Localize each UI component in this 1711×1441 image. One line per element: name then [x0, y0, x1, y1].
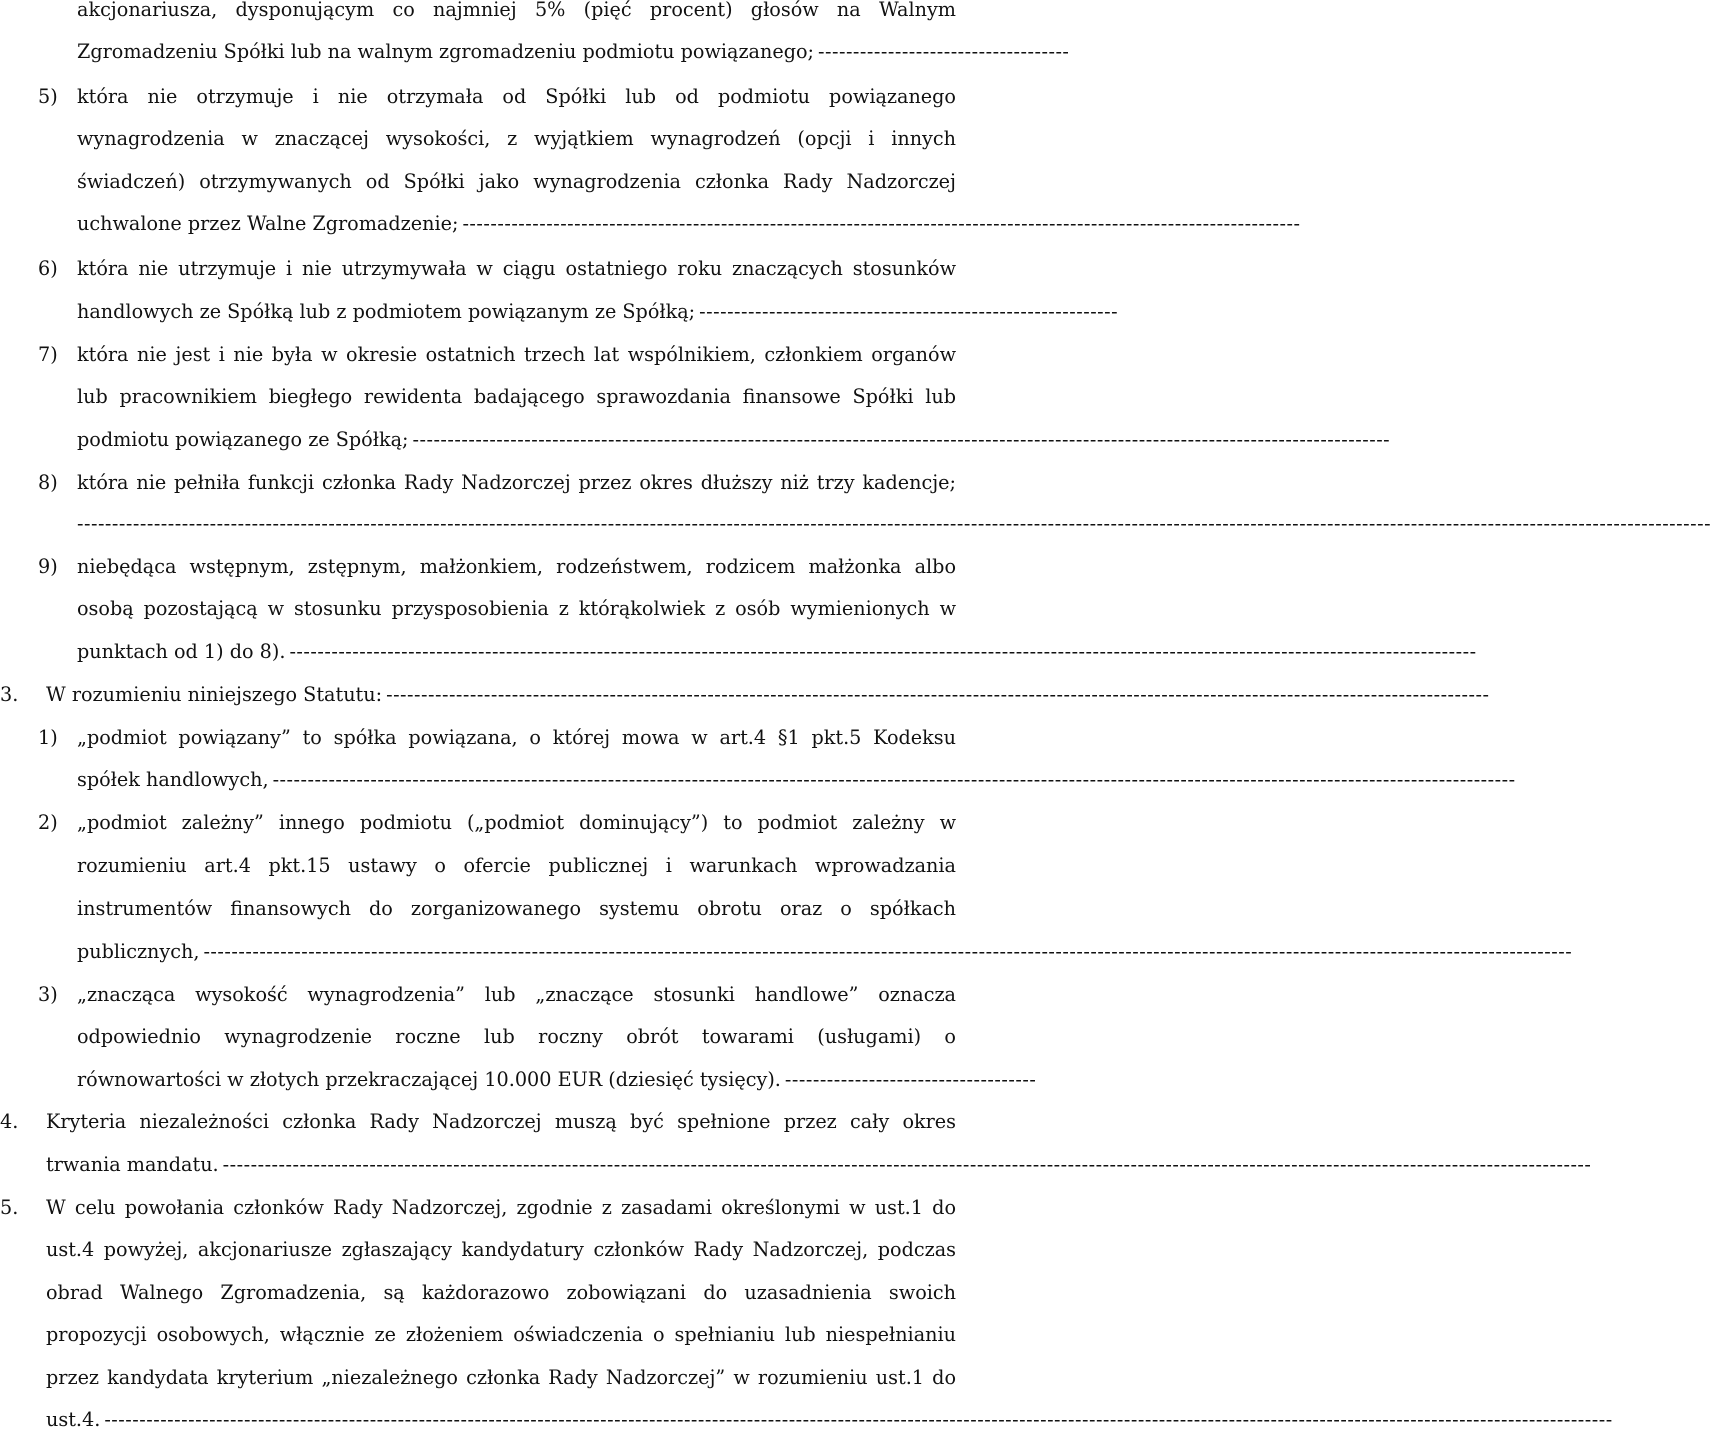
dash-filler: ------------------------------------------------------------------------------------------------------------------------------------------------------------------------------------------------------------------------------------------ — [77, 512, 1711, 535]
line-text: publicznych, — [77, 940, 200, 963]
text-line — [77, 887, 956, 930]
text-line — [77, 758, 1516, 801]
text-line — [77, 973, 956, 1016]
text-line — [77, 502, 1711, 545]
line-text: osobą pozostającą w stosunku przysposobienia z którąkolwiek z osób wymienionych w — [77, 597, 956, 620]
line-text: lub pracownikiem biegłego rewidenta badającego sprawozdania finansowe Spółki lub — [77, 385, 956, 408]
text-line — [77, 117, 956, 160]
line-text: instrumentów finansowych do zorganizowanego systemu obrotu oraz o spółkach — [77, 897, 956, 920]
line-text: W rozumieniu niniejszego Statutu: — [46, 683, 383, 706]
section-marker-5: 5. — [0, 1196, 19, 1219]
line-text: uchwalone przez Walne Zgromadzenie; — [77, 212, 459, 235]
line-text: W celu powołania członków Rady Nadzorczej, zgodnie z zasadami określonymi w ust.1 do — [46, 1196, 956, 1219]
item-marker-8: 8) — [38, 471, 58, 494]
line-text: obrad Walnego Zgromadzenia, są każdorazowo zobowiązani do uzasadnienia swoich — [46, 1281, 956, 1304]
line-text: „podmiot powiązany” to spółka powiązana, o której mowa w art.4 §1 pkt.5 Kodeksu — [77, 726, 956, 749]
dash-filler: ------------------------------------------------------------------------------------------------------------------------ — [462, 212, 1301, 235]
text-line — [77, 0, 956, 31]
line-text: wynagrodzenia w znaczącej wysokości, z wyjątkiem wynagrodzeń (opcji i innych — [77, 127, 956, 150]
dash-filler: ---------------------------------------------------------------------------------------------------------------------------------------------------------------------------------- — [272, 768, 1516, 791]
line-text: Zgromadzeniu Spółki lub na walnym zgromadzeniu podmiotu powiązanego; — [77, 40, 815, 63]
dash-filler: -------------------------------------------------------------------------------------------------------------------------------------------------------------- — [386, 683, 1490, 706]
section-marker-3: 3. — [0, 683, 19, 706]
dash-filler: ------------------------------------------------------------ — [699, 300, 1119, 323]
line-text: spółek handlowych, — [77, 768, 269, 791]
line-text: handlowych ze Spółką lub z podmiotem powiązanym ze Spółką; — [77, 300, 696, 323]
line-text: która nie otrzymuje i nie otrzymała od Spółki lub od podmiotu powiązanego — [77, 85, 956, 108]
text-line — [77, 630, 1477, 673]
item-marker-3: 3) — [38, 983, 58, 1006]
text-line — [77, 247, 956, 290]
line-text: propozycji osobowych, włącznie ze złożeniem oświadczenia o spełnianiu lub niespełnianiu — [46, 1323, 956, 1346]
item-marker-6: 6) — [38, 257, 58, 280]
text-line — [77, 290, 1119, 333]
text-line — [46, 1271, 956, 1314]
text-line — [77, 545, 956, 588]
item-marker-2: 2) — [38, 811, 58, 834]
text-line — [46, 1356, 956, 1399]
text-line — [77, 75, 956, 118]
dash-filler: ------------------------------------ — [818, 40, 1070, 63]
line-text: Kryteria niezależności członka Rady Nadzorczej muszą być spełnione przez cały okres — [46, 1110, 956, 1133]
section-marker-4: 4. — [0, 1110, 19, 1133]
dash-filler: ------------------------------------ — [784, 1068, 1037, 1091]
line-text: „podmiot zależny” innego podmiotu („podmiot dominujący”) to podmiot zależny w — [77, 811, 956, 834]
text-line — [77, 1058, 1037, 1101]
line-text: ust.4. — [46, 1408, 101, 1431]
line-text: która nie pełniła funkcji członka Rady Nadzorczej przez okres dłuższy niż trzy kadencje; — [77, 471, 956, 494]
dash-filler: -------------------------------------------------------------------------------------------------------------------------------------------- — [412, 428, 1391, 451]
text-line — [77, 375, 956, 418]
item-marker-9: 9) — [38, 555, 58, 578]
text-line — [77, 801, 956, 844]
text-line — [46, 673, 1490, 716]
text-line — [46, 1143, 1592, 1186]
item-marker-1: 1) — [38, 726, 58, 749]
text-line — [77, 30, 1070, 73]
line-text: niebędąca wstępnym, zstępnym, małżonkiem, rodzeństwem, rodzicem małżonka albo — [77, 555, 956, 578]
line-text: akcjonariusza, dysponującym co najmniej 5% (pięć procent) głosów na Walnym — [77, 0, 956, 21]
dash-filler: ---------------------------------------------------------------------------------------------------------------------------------------------------------------------------------------------------- — [222, 1153, 1592, 1176]
text-line — [77, 202, 1301, 245]
text-line — [77, 587, 956, 630]
dash-filler: ------------------------------------------------------------------------------------------------------------------------------------------------------------------------------------------------------------------------ — [104, 1408, 1613, 1431]
text-line — [46, 1398, 1613, 1441]
text-line — [46, 1313, 956, 1356]
line-text: odpowiednio wynagrodzenie roczne lub roczny obrót towarami (usługami) o — [77, 1025, 956, 1048]
line-text: która nie utrzymuje i nie utrzymywała w ciągu ostatniego roku znaczących stosunków — [77, 257, 956, 280]
line-text: świadczeń) otrzymywanych od Spółki jako wynagrodzenia członka Rady Nadzorczej — [77, 170, 956, 193]
text-line — [77, 844, 956, 887]
text-line — [77, 333, 956, 376]
text-line — [77, 461, 956, 504]
line-text: która nie jest i nie była w okresie ostatnich trzech lat wspólnikiem, członkiem organów — [77, 343, 956, 366]
line-text: trwania mandatu. — [46, 1153, 219, 1176]
line-text: podmiotu powiązanego ze Spółką; — [77, 428, 409, 451]
text-line — [77, 418, 1391, 461]
text-line — [46, 1186, 956, 1229]
line-text: równowartości w złotych przekraczającej 10.000 EUR (dziesięć tysięcy). — [77, 1068, 781, 1091]
line-text: „znacząca wysokość wynagrodzenia” lub „znaczące stosunki handlowe” oznacza — [77, 983, 956, 1006]
dash-filler: ---------------------------------------------------------------------------------------------------------------------------------------------------------------------------------------------------- — [203, 940, 1573, 963]
item-marker-5: 5) — [38, 85, 58, 108]
line-text: punktach od 1) do 8). — [77, 640, 286, 663]
text-line — [77, 716, 956, 759]
text-line — [77, 160, 956, 203]
item-marker-7: 7) — [38, 343, 58, 366]
text-line — [77, 1015, 956, 1058]
line-text: przez kandydata kryterium „niezależnego członka Rady Nadzorczej” w rozumieniu ust.1 do — [46, 1366, 956, 1389]
text-line — [46, 1100, 956, 1143]
line-text: rozumieniu art.4 pkt.15 ustawy o ofercie publicznej i warunkach wprowadzania — [77, 854, 956, 877]
line-text: ust.4 powyżej, akcjonariusze zgłaszający kandydatury członków Rady Nadzorczej, podczas — [46, 1238, 956, 1261]
text-line — [77, 930, 1573, 973]
text-line — [46, 1228, 956, 1271]
dash-filler: -------------------------------------------------------------------------------------------------------------------------------------------------------------------------- — [289, 640, 1477, 663]
